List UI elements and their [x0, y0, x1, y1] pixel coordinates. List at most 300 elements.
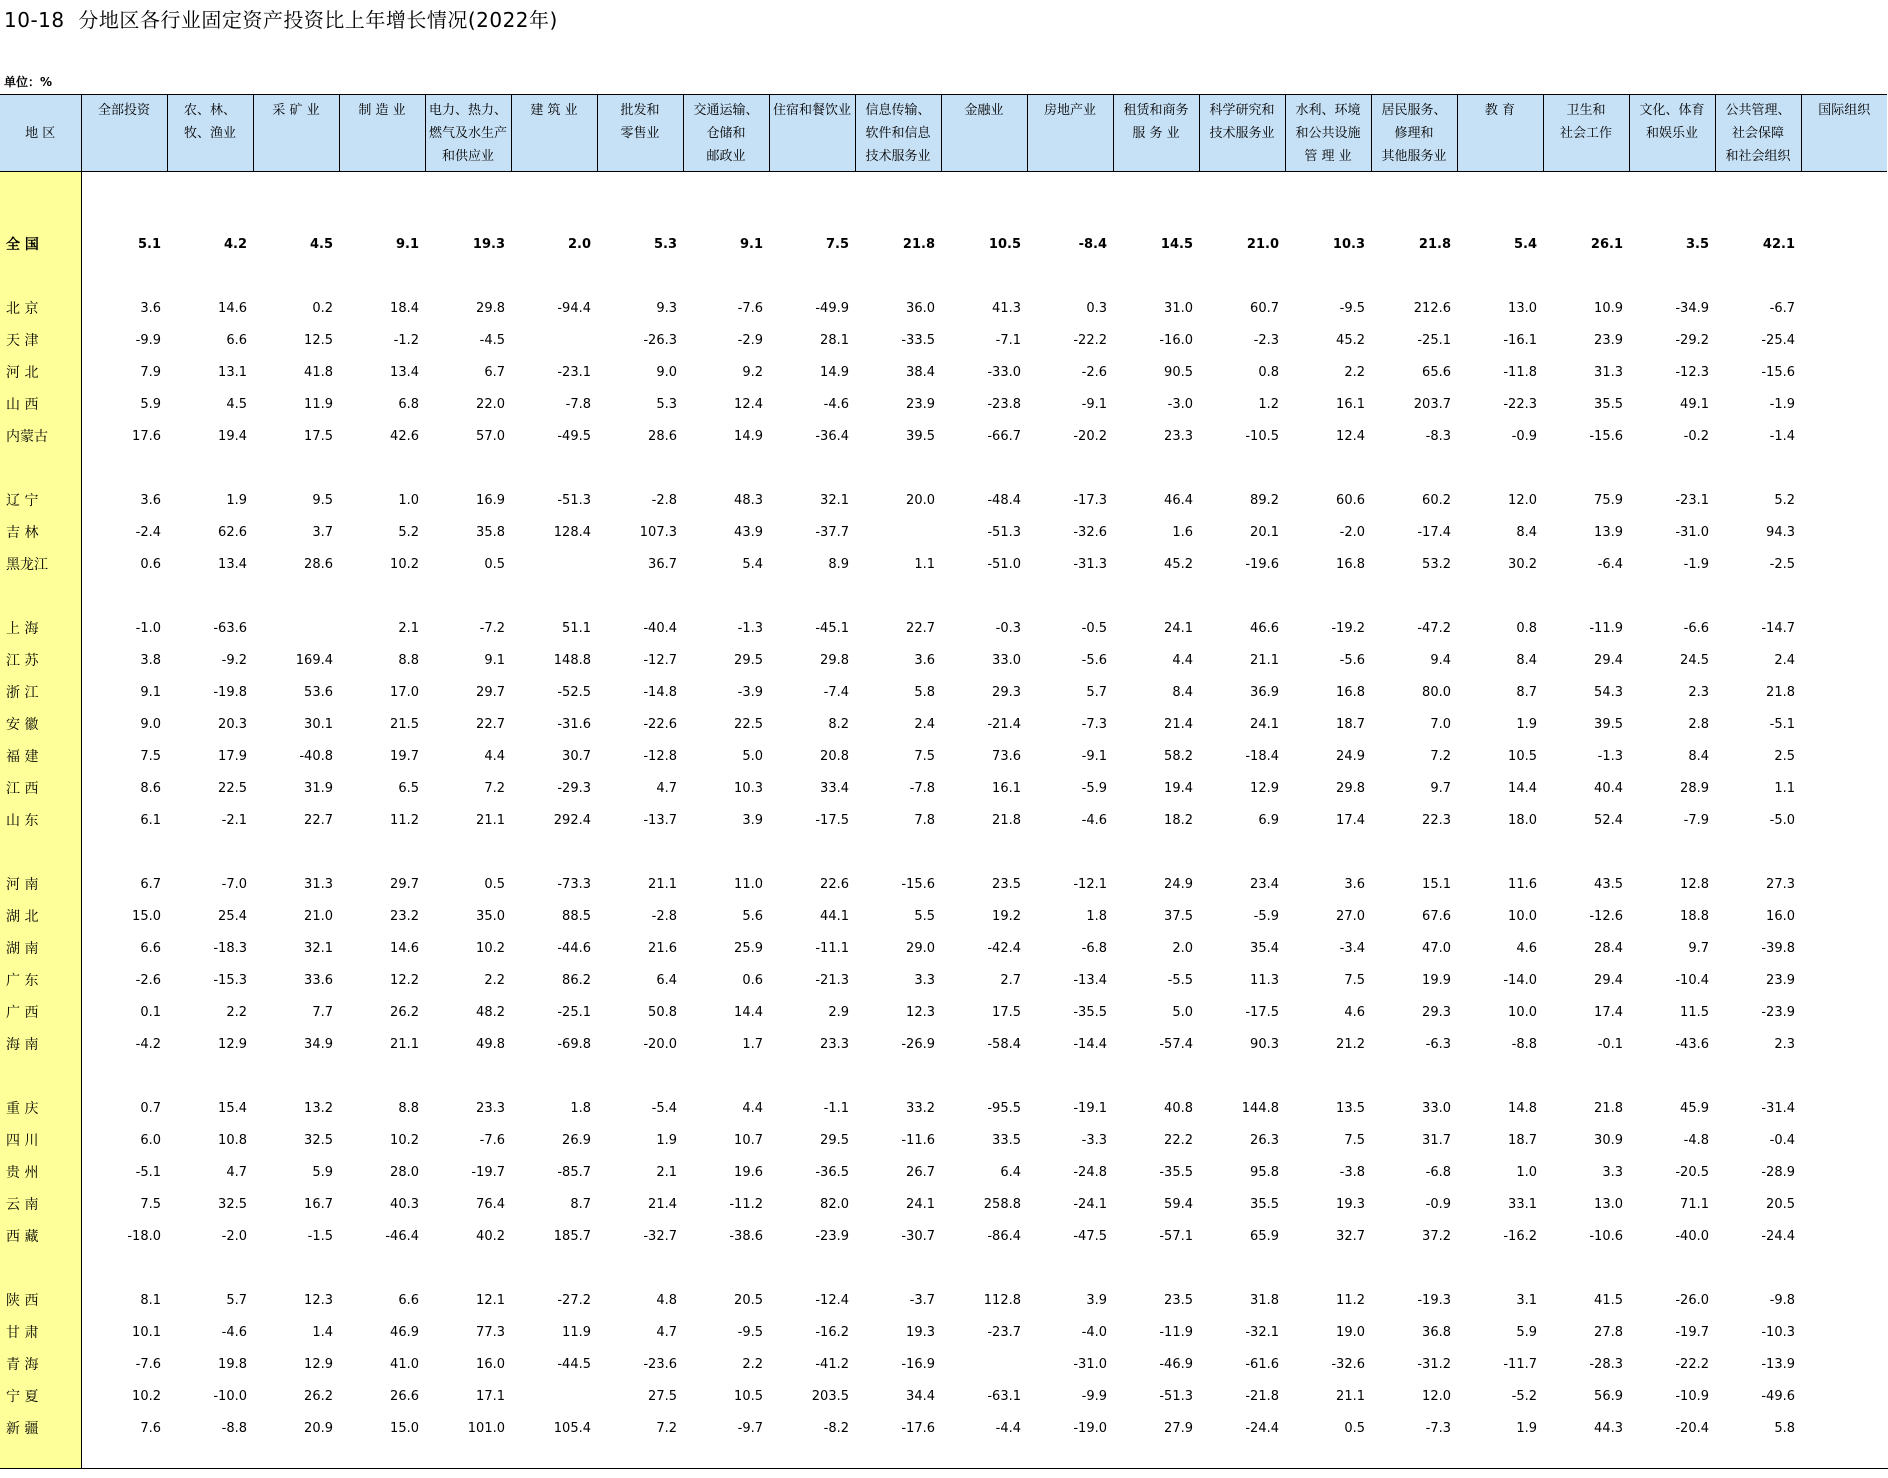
value-cell: 28.9	[1680, 780, 1709, 796]
value-cell: 40.8	[1164, 1100, 1193, 1116]
value-cell: -48.4	[987, 492, 1021, 508]
value-cell: 21.5	[390, 716, 419, 732]
value-cell: 42.6	[390, 428, 419, 444]
value-cell: -29.3	[557, 780, 591, 796]
value-cell: -12.4	[815, 1292, 849, 1308]
value-cell: 2.4	[1774, 652, 1795, 668]
value-cell: -37.7	[815, 524, 849, 540]
value-cell: 212.6	[1413, 300, 1451, 316]
value-cell: 65.9	[1250, 1228, 1279, 1244]
value-cell: 8.4	[1688, 748, 1709, 764]
value-cell: 11.9	[304, 396, 333, 412]
value-cell: 29.4	[1594, 652, 1623, 668]
value-cell: -0.1	[1597, 1036, 1623, 1052]
value-cell: -10.6	[1589, 1228, 1623, 1244]
value-cell: 12.4	[1336, 428, 1365, 444]
value-cell: 5.0	[742, 748, 763, 764]
value-cell: -49.5	[557, 428, 591, 444]
value-cell: 6.8	[398, 396, 419, 412]
value-cell: 75.9	[1594, 492, 1623, 508]
value-cell: -25.1	[557, 1004, 591, 1020]
value-cell: 15.0	[132, 908, 161, 924]
region-name: 四 川	[0, 1124, 81, 1156]
table-row	[0, 292, 1887, 324]
value-cell: 25.4	[218, 908, 247, 924]
value-cell: 7.0	[1430, 716, 1451, 732]
value-cell: 0.5	[484, 876, 505, 892]
value-cell: -39.8	[1761, 940, 1795, 956]
value-cell: -7.4	[823, 684, 849, 700]
value-cell: 32.5	[304, 1132, 333, 1148]
value-cell: 26.3	[1250, 1132, 1279, 1148]
value-cell: -6.4	[1597, 556, 1623, 572]
value-cell: 18.8	[1680, 908, 1709, 924]
region-name: 广 西	[0, 996, 81, 1028]
value-cell: -20.2	[1073, 428, 1107, 444]
value-cell	[1801, 1284, 1887, 1316]
value-cell: -11.1	[815, 940, 849, 956]
value-cell: -19.7	[1675, 1324, 1709, 1340]
value-cell: 13.4	[390, 364, 419, 380]
value-cell: 0.8	[1516, 620, 1537, 636]
region-name: 辽 宁	[0, 484, 81, 516]
value-cell	[1801, 772, 1887, 804]
value-cell: 71.1	[1680, 1196, 1709, 1212]
value-cell: 26.2	[304, 1388, 333, 1404]
value-cell: -16.9	[901, 1356, 935, 1372]
value-cell: 2.2	[1344, 364, 1365, 380]
value-cell: -24.4	[1245, 1420, 1279, 1436]
value-cell: 24.9	[1164, 876, 1193, 892]
value-cell: 32.5	[218, 1196, 247, 1212]
value-cell: 27.3	[1766, 876, 1795, 892]
value-cell: -19.6	[1245, 556, 1279, 572]
value-cell: -19.3	[1417, 1292, 1451, 1308]
value-cell: -51.3	[1159, 1388, 1193, 1404]
value-cell: -6.8	[1081, 940, 1107, 956]
column-header: 公共管理、 社会保障 和社会组织	[1715, 95, 1801, 172]
value-cell: 112.8	[983, 1292, 1021, 1308]
value-cell: 29.7	[390, 876, 419, 892]
region-name: 江 苏	[0, 644, 81, 676]
value-cell: 0.2	[312, 300, 333, 316]
column-header: 电力、热力、 燃气及水生产 和供应业	[425, 95, 511, 172]
value-cell: -7.8	[565, 396, 591, 412]
value-cell: 19.0	[1336, 1324, 1365, 1340]
value-cell: 49.8	[476, 1036, 505, 1052]
value-cell: -15.6	[901, 876, 935, 892]
value-cell: 5.8	[914, 684, 935, 700]
value-cell: -44.5	[557, 1356, 591, 1372]
value-cell: -8.8	[221, 1420, 247, 1436]
column-header: 水利、环境 和公共设施 管 理 业	[1285, 95, 1371, 172]
value-cell: -15.6	[1589, 428, 1623, 444]
value-cell: -5.9	[1253, 908, 1279, 924]
value-cell: -2.0	[221, 1228, 247, 1244]
value-cell: 24.9	[1336, 748, 1365, 764]
value-cell: 6.6	[140, 940, 161, 956]
value-cell: 21.4	[1164, 716, 1193, 732]
value-cell: -11.9	[1159, 1324, 1193, 1340]
value-cell: 47.0	[1422, 940, 1451, 956]
value-cell: 21.8	[1766, 684, 1795, 700]
region-name: 上 海	[0, 612, 81, 644]
value-cell: 11.2	[390, 812, 419, 828]
value-cell: 28.6	[304, 556, 333, 572]
value-cell: -51.3	[987, 524, 1021, 540]
value-cell: -3.3	[1081, 1132, 1107, 1148]
column-header: 制 造 业	[339, 95, 425, 172]
value-cell: 23.3	[820, 1036, 849, 1052]
value-cell: 10.5	[988, 236, 1021, 252]
value-cell: 3.3	[1602, 1164, 1623, 1180]
value-cell: -95.5	[987, 1100, 1021, 1116]
value-cell: -45.1	[815, 620, 849, 636]
value-cell: 0.6	[140, 556, 161, 572]
value-cell: 30.9	[1594, 1132, 1623, 1148]
column-header: 住宿和餐饮业	[769, 95, 855, 172]
value-cell: -7.3	[1425, 1420, 1451, 1436]
column-header: 信息传输、 软件和信息 技术服务业	[855, 95, 941, 172]
value-cell	[1801, 900, 1887, 932]
value-cell: -4.0	[1081, 1324, 1107, 1340]
value-cell: -2.4	[135, 524, 161, 540]
value-cell: 45.2	[1336, 332, 1365, 348]
table-row	[0, 1220, 1887, 1252]
value-cell: 60.2	[1422, 492, 1451, 508]
value-cell: 8.4	[1516, 524, 1537, 540]
column-header: 金融业	[941, 95, 1027, 172]
value-cell: -2.0	[1339, 524, 1365, 540]
value-cell: 17.1	[476, 1388, 505, 1404]
value-cell: -30.7	[901, 1228, 935, 1244]
value-cell: 86.2	[562, 972, 591, 988]
value-cell: 41.3	[992, 300, 1021, 316]
value-cell: 8.4	[1172, 684, 1193, 700]
value-cell: -12.7	[643, 652, 677, 668]
value-cell: 5.7	[226, 1292, 247, 1308]
value-cell: -0.9	[1511, 428, 1537, 444]
value-cell: 88.5	[562, 908, 591, 924]
value-cell: -7.6	[479, 1132, 505, 1148]
value-cell: -31.2	[1417, 1356, 1451, 1372]
value-cell: -5.1	[1769, 716, 1795, 732]
value-cell: 7.5	[1344, 972, 1365, 988]
value-cell: -3.4	[1339, 940, 1365, 956]
value-cell: -2.9	[737, 332, 763, 348]
value-cell: 7.2	[656, 1420, 677, 1436]
value-cell: 5.4	[742, 556, 763, 572]
value-cell: 2.2	[226, 1004, 247, 1020]
value-cell: 3.9	[1086, 1292, 1107, 1308]
value-cell: 5.9	[312, 1164, 333, 1180]
region-name: 青 海	[0, 1348, 81, 1380]
value-cell: 9.3	[656, 300, 677, 316]
value-cell: 12.2	[390, 972, 419, 988]
value-cell: 2.2	[742, 1356, 763, 1372]
value-cell: -4.4	[995, 1420, 1021, 1436]
value-cell: 18.2	[1164, 812, 1193, 828]
value-cell: -9.1	[1081, 396, 1107, 412]
value-cell: 13.1	[218, 364, 247, 380]
value-cell: 10.0	[1508, 1004, 1537, 1020]
value-cell: 11.3	[1250, 972, 1279, 988]
value-cell: 19.7	[390, 748, 419, 764]
value-cell	[1801, 1028, 1887, 1060]
value-cell: 23.3	[1164, 428, 1193, 444]
value-cell: 6.0	[140, 1132, 161, 1148]
value-cell: 9.5	[312, 492, 333, 508]
value-cell: 80.0	[1422, 684, 1451, 700]
value-cell: 15.1	[1422, 876, 1451, 892]
value-cell: 29.7	[476, 684, 505, 700]
value-cell: 5.3	[653, 236, 677, 252]
value-cell: -7.0	[221, 876, 247, 892]
value-cell: 13.0	[1594, 1196, 1623, 1212]
table-row	[0, 1188, 1887, 1220]
value-cell: 8.7	[1516, 684, 1537, 700]
value-cell: -26.9	[901, 1036, 935, 1052]
value-cell: 13.5	[1336, 1100, 1365, 1116]
value-cell: 46.9	[390, 1324, 419, 1340]
value-cell: -35.5	[1073, 1004, 1107, 1020]
value-cell: 3.9	[742, 812, 763, 828]
value-cell	[1801, 612, 1887, 644]
value-cell: -0.4	[1769, 1132, 1795, 1148]
region-name: 黑龙江	[0, 548, 81, 580]
value-cell: 23.2	[390, 908, 419, 924]
value-cell: -26.0	[1675, 1292, 1709, 1308]
value-cell: 58.2	[1164, 748, 1193, 764]
value-cell: 5.7	[1086, 684, 1107, 700]
value-cell: 10.1	[132, 1324, 161, 1340]
value-cell: 17.6	[132, 428, 161, 444]
value-cell: 4.4	[1172, 652, 1193, 668]
value-cell: 77.3	[476, 1324, 505, 1340]
value-cell: 26.2	[390, 1004, 419, 1020]
value-cell: 29.8	[476, 300, 505, 316]
value-cell: 90.3	[1250, 1036, 1279, 1052]
value-cell: 13.2	[304, 1100, 333, 1116]
value-cell: 56.9	[1594, 1388, 1623, 1404]
value-cell: -9.5	[1339, 300, 1365, 316]
value-cell: 10.3	[734, 780, 763, 796]
value-cell: 60.7	[1250, 300, 1279, 316]
value-cell: 14.5	[1160, 236, 1193, 252]
value-cell: -19.8	[213, 684, 247, 700]
value-cell: 7.5	[825, 236, 849, 252]
value-cell: 2.0	[1172, 940, 1193, 956]
table-row	[0, 516, 1887, 548]
value-cell: 11.2	[1336, 1292, 1365, 1308]
value-cell: -32.7	[643, 1228, 677, 1244]
value-cell: 39.5	[1594, 716, 1623, 732]
table-row	[0, 1156, 1887, 1188]
value-cell: 33.4	[820, 780, 849, 796]
value-cell: 14.9	[820, 364, 849, 380]
value-cell: 12.4	[734, 396, 763, 412]
value-cell: 29.5	[820, 1132, 849, 1148]
value-cell: 21.1	[476, 812, 505, 828]
region-name: 山 西	[0, 388, 81, 420]
value-cell: 23.9	[906, 396, 935, 412]
value-cell: 29.0	[906, 940, 935, 956]
value-cell: 10.2	[132, 1388, 161, 1404]
value-cell	[1801, 996, 1887, 1028]
value-cell: 31.0	[1164, 300, 1193, 316]
table-row	[0, 996, 1887, 1028]
value-cell: -14.8	[643, 684, 677, 700]
region-name: 北 京	[0, 292, 81, 324]
value-cell: -15.3	[213, 972, 247, 988]
region-name: 天 津	[0, 324, 81, 356]
table-bottom-rule	[0, 1468, 1888, 1469]
value-cell: 9.4	[1430, 652, 1451, 668]
value-cell: -21.3	[815, 972, 849, 988]
value-cell: -58.4	[987, 1036, 1021, 1052]
value-cell: 24.5	[1680, 652, 1709, 668]
value-cell: -1.9	[1683, 556, 1709, 572]
value-cell: 3.6	[140, 492, 161, 508]
value-cell: -6.8	[1425, 1164, 1451, 1180]
value-cell: 90.5	[1164, 364, 1193, 380]
value-cell: -8.3	[1425, 428, 1451, 444]
value-cell: 6.6	[398, 1292, 419, 1308]
table-row	[0, 356, 1887, 388]
region-name: 甘 肃	[0, 1316, 81, 1348]
value-cell: 169.4	[295, 652, 333, 668]
value-cell: 89.2	[1250, 492, 1279, 508]
value-cell: 11.0	[734, 876, 763, 892]
value-cell	[855, 516, 941, 548]
value-cell: -85.7	[557, 1164, 591, 1180]
value-cell: -46.9	[1159, 1356, 1193, 1372]
value-cell: -21.8	[1245, 1388, 1279, 1404]
value-cell: 3.6	[1344, 876, 1365, 892]
value-cell: 21.6	[648, 940, 677, 956]
value-cell: 29.4	[1594, 972, 1623, 988]
value-cell: 12.9	[1250, 780, 1279, 796]
column-header: 卫生和 社会工作	[1543, 95, 1629, 172]
column-header: 交通运输、 仓储和 邮政业	[683, 95, 769, 172]
value-cell: 9.7	[1430, 780, 1451, 796]
value-cell: 7.9	[140, 364, 161, 380]
value-cell: 292.4	[553, 812, 591, 828]
value-cell: -13.4	[1073, 972, 1107, 988]
value-cell: -20.4	[1675, 1420, 1709, 1436]
value-cell: 148.8	[553, 652, 591, 668]
value-cell: 0.3	[1086, 300, 1107, 316]
table-row	[0, 1092, 1887, 1124]
value-cell: -12.6	[1589, 908, 1623, 924]
region-name: 吉 林	[0, 516, 81, 548]
value-cell	[1801, 1316, 1887, 1348]
value-cell: -7.8	[909, 780, 935, 796]
table-row	[0, 1412, 1887, 1444]
value-cell: 1.0	[398, 492, 419, 508]
value-cell: 5.1	[137, 236, 161, 252]
value-cell: 2.4	[914, 716, 935, 732]
value-cell: 28.1	[820, 332, 849, 348]
value-cell: 14.8	[1508, 1100, 1537, 1116]
table-row	[0, 612, 1887, 644]
value-cell: 26.1	[1590, 236, 1623, 252]
value-cell: 3.8	[140, 652, 161, 668]
value-cell: 14.6	[390, 940, 419, 956]
value-cell: -57.1	[1159, 1228, 1193, 1244]
value-cell: -31.4	[1761, 1100, 1795, 1116]
value-cell: -23.1	[1675, 492, 1709, 508]
value-cell: 6.5	[398, 780, 419, 796]
value-cell: -5.1	[135, 1164, 161, 1180]
value-cell: 203.7	[1413, 396, 1451, 412]
value-cell: -10.0	[213, 1388, 247, 1404]
value-cell: -44.6	[557, 940, 591, 956]
value-cell: -2.8	[651, 492, 677, 508]
value-cell: 1.9	[656, 1132, 677, 1148]
value-cell: 23.4	[1250, 876, 1279, 892]
value-cell	[1801, 676, 1887, 708]
value-cell: -16.2	[815, 1324, 849, 1340]
value-cell: -25.4	[1761, 332, 1795, 348]
value-cell: 65.6	[1422, 364, 1451, 380]
value-cell: 29.3	[992, 684, 1021, 700]
value-cell: 60.6	[1336, 492, 1365, 508]
value-cell: -12.3	[1675, 364, 1709, 380]
header-row	[0, 95, 1887, 172]
value-cell: 1.7	[742, 1036, 763, 1052]
value-cell: -1.3	[1597, 748, 1623, 764]
value-cell: -7.6	[737, 300, 763, 316]
value-cell: -22.2	[1675, 1356, 1709, 1372]
region-name: 河 南	[0, 868, 81, 900]
table-row	[0, 644, 1887, 676]
value-cell	[1801, 708, 1887, 740]
value-cell: 36.9	[1250, 684, 1279, 700]
value-cell: -9.2	[221, 652, 247, 668]
value-cell: 36.7	[648, 556, 677, 572]
value-cell: 1.0	[1516, 1164, 1537, 1180]
value-cell: 41.0	[390, 1356, 419, 1372]
value-cell: 35.5	[1250, 1196, 1279, 1212]
value-cell: -15.6	[1761, 364, 1795, 380]
table-row	[0, 324, 1887, 356]
region-name: 西 藏	[0, 1220, 81, 1252]
value-cell: -14.7	[1761, 620, 1795, 636]
value-cell	[253, 612, 339, 644]
value-cell	[1801, 932, 1887, 964]
table-row	[0, 1380, 1887, 1412]
value-cell: 6.6	[226, 332, 247, 348]
region-name: 湖 北	[0, 900, 81, 932]
value-cell: -40.0	[1675, 1228, 1709, 1244]
value-cell	[1801, 868, 1887, 900]
value-cell: -36.5	[815, 1164, 849, 1180]
value-cell: -9.7	[737, 1420, 763, 1436]
value-cell: -16.2	[1503, 1228, 1537, 1244]
value-cell: -25.1	[1417, 332, 1451, 348]
value-cell	[511, 548, 597, 580]
value-cell: 50.8	[648, 1004, 677, 1020]
column-header: 农、林、 牧、渔业	[167, 95, 253, 172]
value-cell: -23.8	[987, 396, 1021, 412]
table-row	[0, 740, 1887, 772]
value-cell: -1.4	[1769, 428, 1795, 444]
value-cell: -9.5	[737, 1324, 763, 1340]
value-cell: 10.2	[390, 1132, 419, 1148]
value-cell: -0.2	[1683, 428, 1709, 444]
value-cell: -7.2	[479, 620, 505, 636]
